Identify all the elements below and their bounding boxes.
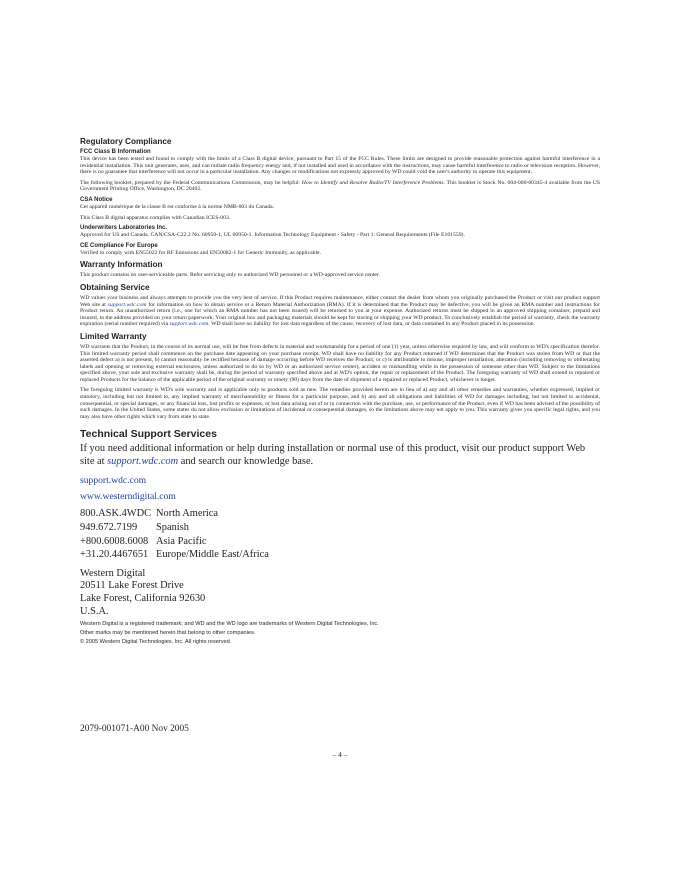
page-number: – 4 – [332,750,348,759]
phone-region: North America [156,508,219,520]
regulatory-heading: Regulatory Compliance [80,137,172,146]
ul-paragraph: Approved for US and Canada. CAN/CSA-C22.2 No. 60950-1, UL 60950-1. Information Technology Equipment - Safety - Part 1: General Requirements (File E101559). [80,232,465,239]
limited-warranty-paragraph-2: The foregoing limited warranty is WD's sole warranty and is applicable only to products sold as new. The remedies provided herein are in lieu of a) any and all other remedies and warranties, whether expressed, implied or statutory, including but not limited to, any implied warranty of merchantability or fitness for a particular purpose, and b) any and all obligations and liabilities of WD for damages including, but not limited to accidental, consequential, or special damages, or any financial loss, lost profits or expenses, or lost data arising out of or in connection with the purchase, use, or performance of the Product, even if WD has been advised of the possibility of such damages. In the United States, some states do not allow exclusion or limitations of incidental or consequential damages, so the limitations above may not apply to you. This warranty gives you specific legal rights, and you may also have other rights which vary from state to state. [80,387,600,420]
address-line: Lake Forest, California 92630 [80,593,206,604]
copyright-notice: © 2005 Western Digital Technologies, Inc. All rights reserved. [80,639,232,646]
csa-paragraph-fr: Cet appareil numérique de la classe B est conforme à la norme NMB-003 du Canada. [80,203,275,210]
phone-region: Asia Pacific [156,535,207,547]
mailing-address [80,568,600,618]
support-link-inline[interactable]: support.wdc.com [107,456,179,468]
phone-row [80,507,600,521]
ce-paragraph: Verified to comply with EN55022 for RF Emissions and EN50082-1 for Generic Immunity, as applicable. [80,249,321,256]
support-paragraph: If you need additional information or help during installation or normal use of this product, visit our product support Web site at support.wdc.com and search our knowledge base. [80,443,586,468]
document-number: 2079-001071-A00 Nov 2005 [80,724,189,734]
warranty-info-heading: Warranty Information [80,260,163,270]
address-line: Western Digital [80,567,146,579]
trademark-notice-1: Western Digital is a registered trademark; and WD and the WD logo are trademarks of Western Digital Technologies, Inc. [80,621,379,628]
obtaining-service-paragraph: WD values your business and always attempts to provide you the very best of service. If this Product requires maintenance, either contact the dealer from whom you originally purchased the Product or visit our product support Web site at support.wdc.com for information on how to obtain service or a Return Material Authorization (RMA). If it is determined that the Product may be defective, you will be given an RMA number and instructions for Product return. An unauthorized return (i.e., one for which an RMA number has not been issued) will be returned to you at your expense. Authorized returns must be shipped in an approved shipping container, prepaid and insured, to the address provided on your return paperwork. Your original box and packaging materials should be kept for storing or shipping your WD product. To conclusively establish the period of warranty, check the warranty expiration (serial number required) via support.wdc.com. WD shall have no liability for lost data regardless of the cause, recovery of lost data, or data contained in any Product placed in its possession. [80,294,600,328]
ce-heading: CE Compliance For Europe [80,242,158,249]
support-link-inline-1[interactable]: support.wdc.com [107,301,147,308]
phone-row [80,548,600,562]
csa-heading: CSA Notice [80,196,113,203]
phone-row [80,521,600,535]
address-line: U.S.A. [80,605,109,617]
website-url-link[interactable]: www.westerndigital.com [80,491,176,503]
limited-warranty-paragraph-1: WD warrants that the Product, in the course of its normal use, will be free from defects in material and workmanship for a period of one (1) year, unless otherwise required by law, and will conform to WD's specification therefor. This limited warranty period shall commence on the purchase date appearing on your purchase receipt. WD shall have no liability for any Product returned if WD determines that the Product was stolen from WD or that the asserted defect a) is not present, b) cannot reasonably be rectified because of damage occurring before WD receives the Product, or c) is attributable to misuse, improper installation, alteration (including removing or obliterating labels and opening or removing external enclosures, unless authorized to do so by WD or an authorized service center), accident or mishandling while in the possession of someone other than WD. Subject to the limitations specified above, your sole and exclusive warranty shall be, during the period of warranty specified above and at WD's option, the repair or replacement of the Product. The foregoing warranty of WD shall extend to repaired or replaced Products for the balance of the applicable period of the original warranty or ninety (90) days from the date of shipment of a repaired or replaced Product, whichever is longer. [80,343,600,383]
warranty-info-paragraph: This product contains no user-serviceable parts. Refer servicing only to authorized WD personnel or a WD-approved service center. [80,272,380,279]
phone-region: Spanish [156,522,189,534]
trademark-notice-2: Other marks may be mentioned herein that belong to other companies. [80,630,256,637]
phone-row [80,535,600,549]
fcc-paragraph-2: The following booklet, prepared by the Federal Communications Commission, may be helpful: How to Identify and Resolve Radio/TV Interference Problems. This booklet is Stock No. 004-000-00345-4 available from the US Government Printing Office, Washington, DC 20402. [80,179,601,193]
obtaining-service-heading: Obtaining Service [80,282,150,292]
address-line: 20511 Lake Forest Drive [80,580,184,592]
phone-number: 949.672.7199 [80,522,138,534]
csa-paragraph-en: This Class B digital apparatus complies with Canadian ICES-003. [80,214,231,221]
support-link-inline-2[interactable]: support.wdc.com [169,321,209,328]
phone-number: +31.20.4467651 [80,549,149,561]
support-url-link[interactable]: support.wdc.com [80,475,147,487]
fcc-paragraph-1: This device has been tested and found to comply with the limits of a Class B digital device, pursuant to Part 15 of the FCC Rules. These limits are designed to provide reasonable protection against harmful interference in a residential installation. This unit generates, uses, and can radiate radio frequency energy and, if not installed and used in accordance with the instructions, may cause harmful interference to radio or television reception. However, there is no guarantee that interference will not occur in a particular installation. Any changes or modifications not expressly approved by WD could void the user's authority to operate this equipment. [80,156,600,176]
fcc-heading: FCC Class B Information [80,149,151,155]
phone-number: 800.ASK.4WDC [80,508,152,520]
limited-warranty-heading: Limited Warranty [80,331,147,341]
support-heading: Technical Support Services [80,428,217,441]
ul-heading: Underwriters Laboratories Inc. [80,225,168,232]
phone-region: Europe/Middle East/Africa [156,549,269,561]
phone-number: +800.6008.6008 [80,535,149,547]
document-body [80,137,600,648]
phone-list [80,507,600,561]
